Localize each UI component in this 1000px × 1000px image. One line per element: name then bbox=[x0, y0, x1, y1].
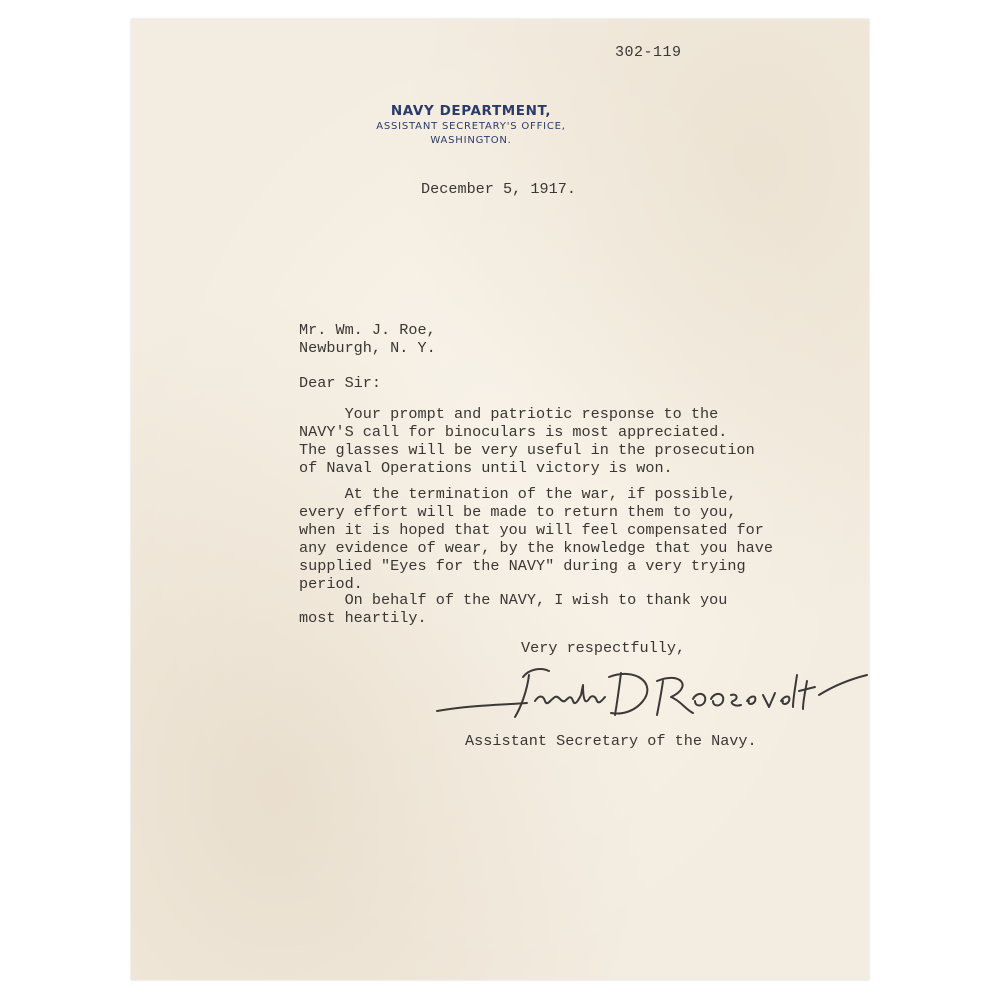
body-line: most heartily. bbox=[299, 609, 427, 627]
reference-number: 302-119 bbox=[615, 44, 682, 61]
letter-date: December 5, 1917. bbox=[421, 180, 576, 198]
body-line: period. bbox=[299, 575, 363, 593]
body-paragraph-2 bbox=[299, 485, 859, 593]
body-line: of Naval Operations until victory is won. bbox=[299, 459, 673, 477]
letter-page bbox=[131, 19, 869, 980]
body-line: NAVY'S call for binoculars is most appreciated. bbox=[299, 423, 728, 441]
recipient-location: Newburgh, N. Y. bbox=[299, 339, 436, 357]
body-line: On behalf of the NAVY, I wish to thank you bbox=[299, 591, 728, 609]
body-paragraph-1 bbox=[299, 405, 859, 477]
letterhead-office: ASSISTANT SECRETARY'S OFFICE, bbox=[376, 121, 566, 132]
recipient-name: Mr. Wm. J. Roe, bbox=[299, 321, 436, 339]
recipient-address bbox=[299, 321, 436, 357]
letterhead-city: WASHINGTON. bbox=[430, 135, 512, 146]
body-line: Your prompt and patriotic response to the bbox=[299, 405, 719, 423]
letterhead bbox=[321, 102, 621, 148]
body-line: supplied "Eyes for the NAVY" during a very trying bbox=[299, 557, 746, 575]
body-line: any evidence of wear, by the knowledge that you have bbox=[299, 539, 773, 557]
body-paragraph-3 bbox=[299, 591, 859, 627]
closing: Very respectfully, bbox=[521, 639, 686, 657]
body-line: when it is hoped that you will feel compensated for bbox=[299, 521, 764, 539]
salutation: Dear Sir: bbox=[299, 374, 382, 392]
letterhead-department: NAVY DEPARTMENT, bbox=[390, 103, 552, 119]
handwritten-signature bbox=[431, 655, 871, 735]
body-line: The glasses will be very useful in the prosecution bbox=[299, 441, 755, 459]
signer-title: Assistant Secretary of the Navy. bbox=[465, 732, 757, 750]
body-line: every effort will be made to return them to you, bbox=[299, 503, 737, 521]
body-line: At the termination of the war, if possible, bbox=[299, 485, 737, 503]
